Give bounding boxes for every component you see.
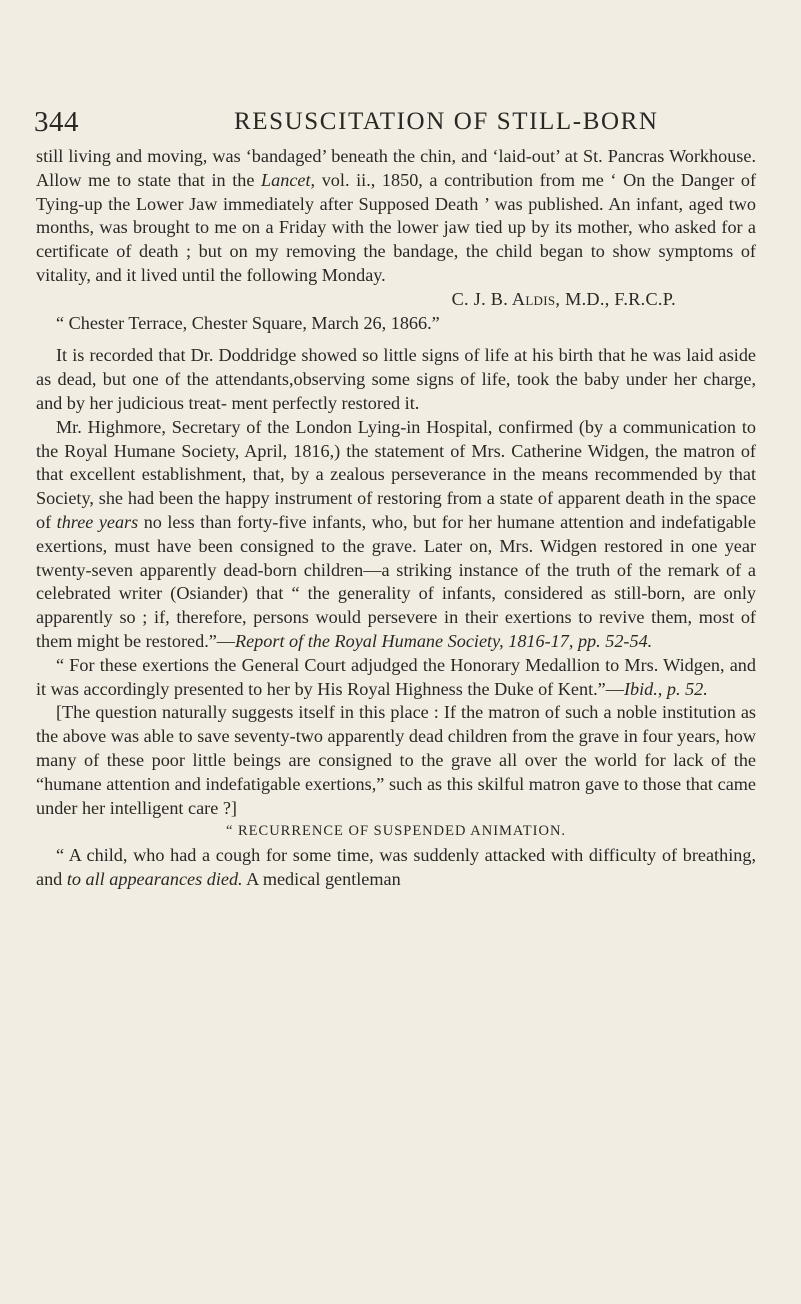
paragraph-medallion	[36, 654, 756, 702]
paragraph-gap	[36, 335, 756, 344]
section-heading: “ RECURRENCE OF SUSPENDED ANIMATION.	[225, 823, 567, 840]
page-number: 344	[34, 105, 79, 138]
paragraph-question: [The question naturally suggests itself in this place : If the matron of such a noble institution as the above was able to save seventy-two apparently dead children from the grave in four years, how many of these poor little beings are consigned to the grave all over the world for lack of the “humane attention and indefatigable exertions,” such as this skilful matron gave to those that came under her intelligent care ?]	[36, 702, 756, 818]
text-run: “ For these exertions the General Court adjudged the Honorary Medallion to Mrs. Widgen, and it was accordingly presented to her by His Royal Highness the Duke of Kent.”—	[36, 654, 756, 699]
signature	[36, 288, 756, 312]
running-title: RESUSCITATION OF STILL-BORN	[234, 108, 659, 135]
text-run: still living and moving, was ‘bandaged’ beneath the chin, and ‘laid-out’ at St. Pancras Workhouse. Allow me to state that in the	[36, 146, 756, 190]
paragraph-child	[36, 844, 756, 892]
italic-died: to all appearances died.	[66, 868, 243, 889]
address-line: “ Chester Terrace, Chester Square, March 26, 1866.”	[56, 312, 440, 333]
citation-report: Report of the Royal Humane Society, 1816-17, pp. 52-54.	[235, 630, 653, 651]
citation-ibid: Ibid., p. 52.	[623, 678, 708, 699]
text-run: no less than forty-five infants, who, but for her humane attention and indefatigable exertions, must have been consigned to the grave. Later on, Mrs. Widgen restored in one year twenty-seven apparently dead-born children—a striking instance of the truth of the remark of a celebrated writer (Osiander) that “ the generality of infants, considered as still-born, are only apparently so ; if, therefore, persons would persevere in their exertions to revive them, most of them might be restored.”—	[36, 511, 756, 651]
page-header	[34, 104, 754, 140]
text-run: “ A child, who had a cough for some time, was suddenly attacked with difficulty of breathing, and	[36, 845, 756, 889]
italic-lancet: Lancet,	[261, 169, 316, 190]
text-run: vol. ii., 1850, a contribution from me ‘ On the Danger of Tying-up the Lower Jaw immediately after Supposed Death ’ was published. An infant, aged two months, was brought to me on a Friday with the lower jaw tied up by its mother, who asked for a certificate of death ; but on my removing the bandage, the child began to show symptoms of vitality, and it lived until the following Monday.	[36, 169, 756, 285]
page-body	[36, 145, 756, 892]
text-run: A medical gentleman	[242, 868, 401, 889]
italic-three-years: three years	[56, 511, 139, 532]
paragraph-doddridge: It is recorded that Dr. Doddridge showed so little signs of life at his birth that he was laid aside as dead, but one of the attendants,observing some signs of life, took the baby under her charge, and by her judicious treat- ment perfectly restored it.	[36, 345, 756, 413]
paragraph-highmore	[36, 416, 756, 654]
text-run: Mr. Highmore, Secretary of the London Lying-in Hospital, confirmed (by a communication to the Royal Humane Society, April, 1816,) the statement of Mrs. Catherine Widgen, the matron of that excellent establishment, that, by a zealous perseverance in the means recommended by that Society, she had been the happy instrument of restoring from a state of apparent death in the space of	[36, 416, 756, 532]
paragraph-letter	[36, 145, 756, 288]
signature-text: C. J. B. Aldis, M.D., F.R.C.P.	[451, 288, 676, 309]
